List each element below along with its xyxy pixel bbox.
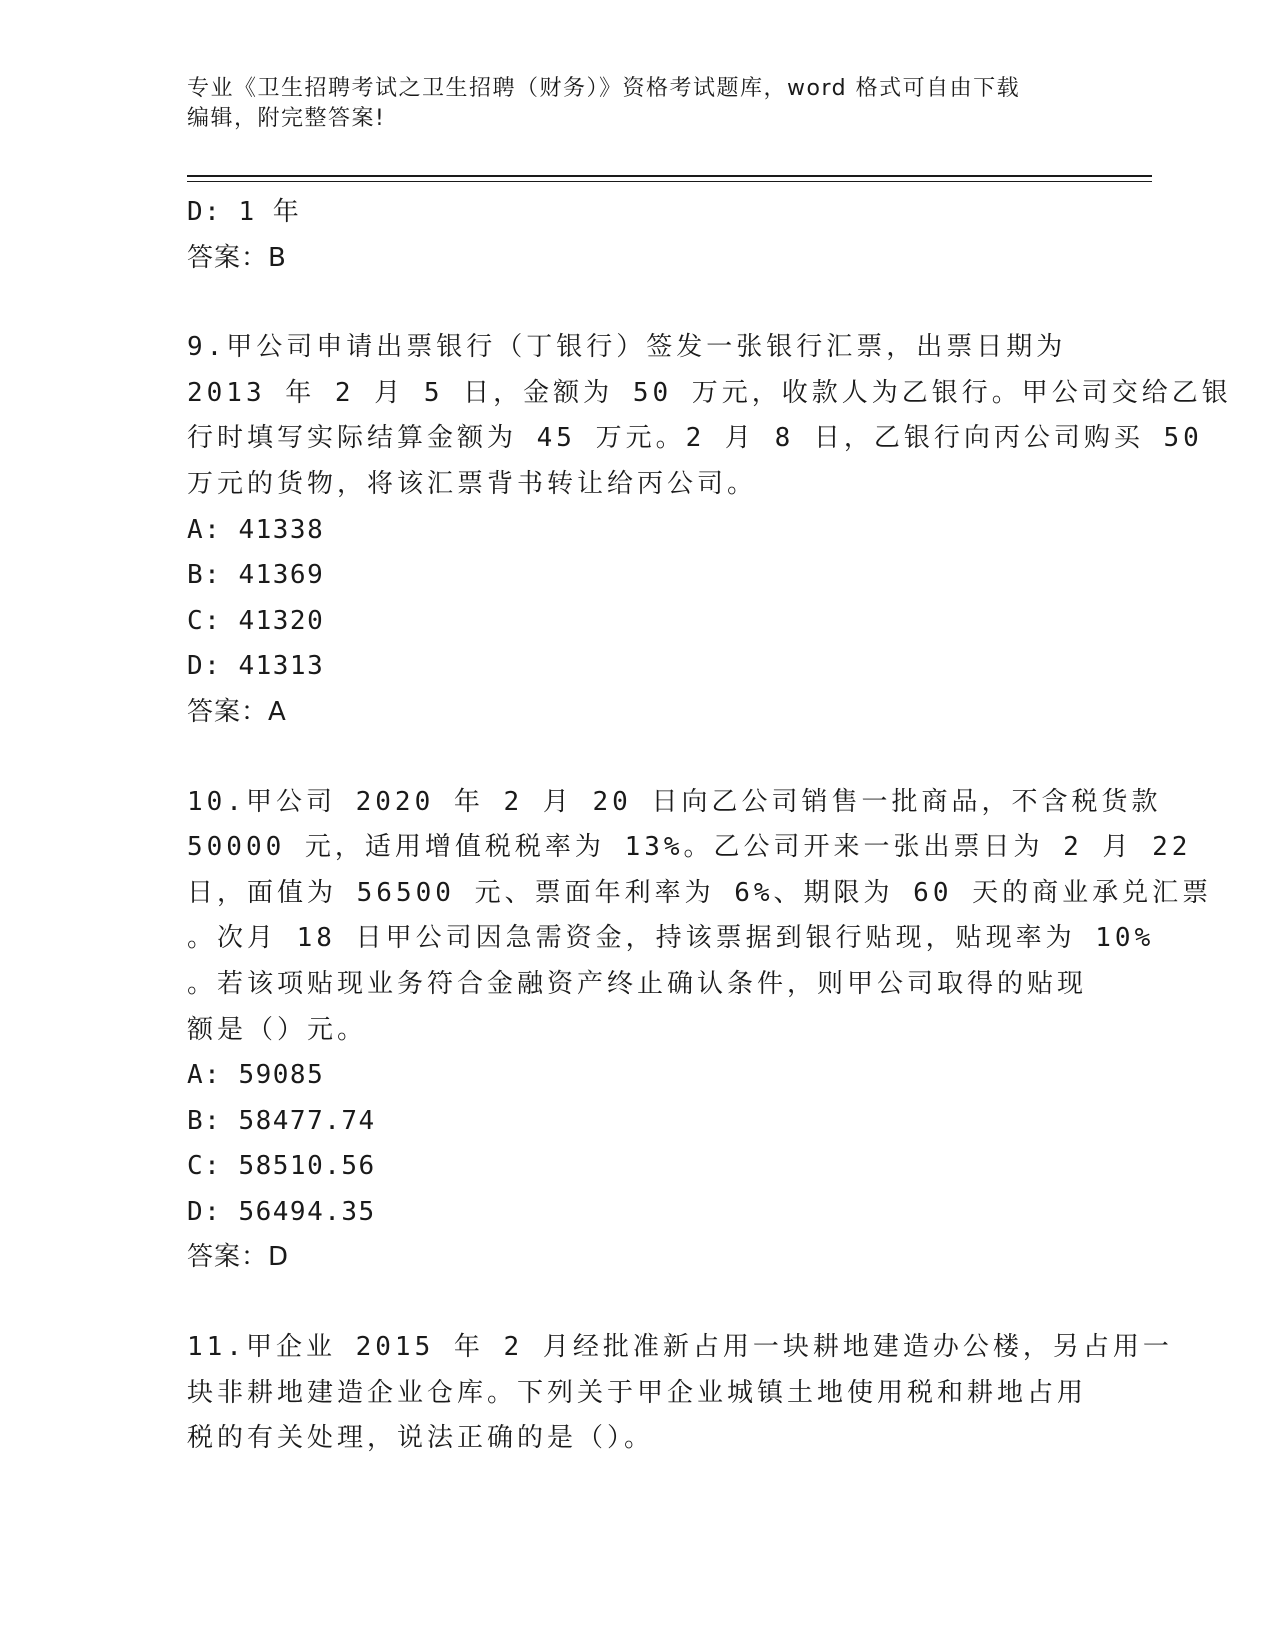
prev-option-d: D: 1 年 (187, 197, 301, 227)
prev-answer: 答案：B (187, 242, 287, 273)
option-d: D: 41313 (187, 651, 325, 682)
option-c: C: 58510.56 (187, 1151, 376, 1182)
question-text-line: 10.甲公司 2020 年 2 月 20 日向乙公司销售一批商品，不含税货款 (187, 786, 1162, 817)
question-text-line: 11.甲企业 2015 年 2 月经批准新占用一块耕地建造办公楼，另占用一 (187, 1332, 1173, 1363)
spacer (187, 736, 1092, 780)
question-text-line: 额是（）元。 (187, 1014, 368, 1045)
option-c: C: 41320 (187, 605, 325, 636)
header-divider-thick (187, 175, 1152, 177)
option-b: B: 58477.74 (187, 1105, 376, 1136)
question-text-line: 行时填写实际结算金额为 45 万元。2 月 8 日，乙银行向丙公司购买 50 (187, 423, 1203, 454)
question-text-line: 税的有关处理，说法正确的是（）。 (187, 1423, 655, 1454)
page-header (187, 74, 1067, 134)
header-divider-thin (187, 181, 1152, 182)
question-text-line: 块非耕地建造企业仓库。下列关于甲企业城镇土地使用税和耕地占用 (187, 1377, 1088, 1408)
spacer (187, 281, 1092, 325)
option-b: B: 41369 (187, 560, 325, 591)
question-text-line: 日，面值为 56500 元、票面年利率为 6%、期限为 60 天的商业承兑汇票 (187, 877, 1213, 908)
option-a: A: 41338 (187, 514, 325, 545)
question-text-line: 9.甲公司申请出票银行（丁银行）签发一张银行汇票，出票日期为 (187, 332, 1067, 363)
answer: 答案：A (187, 696, 287, 727)
question-text-line: 2013 年 2 月 5 日，金额为 50 万元，收款人为乙银行。甲公司交给乙银 (187, 377, 1232, 408)
document-body (187, 190, 1232, 1462)
spacer (187, 1281, 1092, 1325)
question-text-line: 。次月 18 日甲公司因急需资金，持该票据到银行贴现，贴现率为 10% (187, 923, 1155, 954)
question-10 (187, 780, 1213, 1282)
question-9 (187, 325, 1232, 735)
question-text-line: 万元的货物，将该汇票背书转让给丙公司。 (187, 468, 758, 499)
header-line-2: 编辑，附完整答案! (187, 106, 386, 131)
answer: 答案：D (187, 1242, 290, 1273)
option-a: A: 59085 (187, 1060, 325, 1091)
header-line-1: 专业《卫生招聘考试之卫生招聘（财务）》资格考试题库，word 格式可自由下载 (187, 76, 1021, 101)
option-d: D: 56494.35 (187, 1196, 376, 1227)
question-text-line: 。若该项贴现业务符合金融资产终止确认条件，则甲公司取得的贴现 (187, 968, 1088, 999)
question-11 (187, 1325, 1173, 1462)
question-text-line: 50000 元，适用增值税税率为 13%。乙公司开来一张出票日为 2 月 22 (187, 832, 1192, 863)
